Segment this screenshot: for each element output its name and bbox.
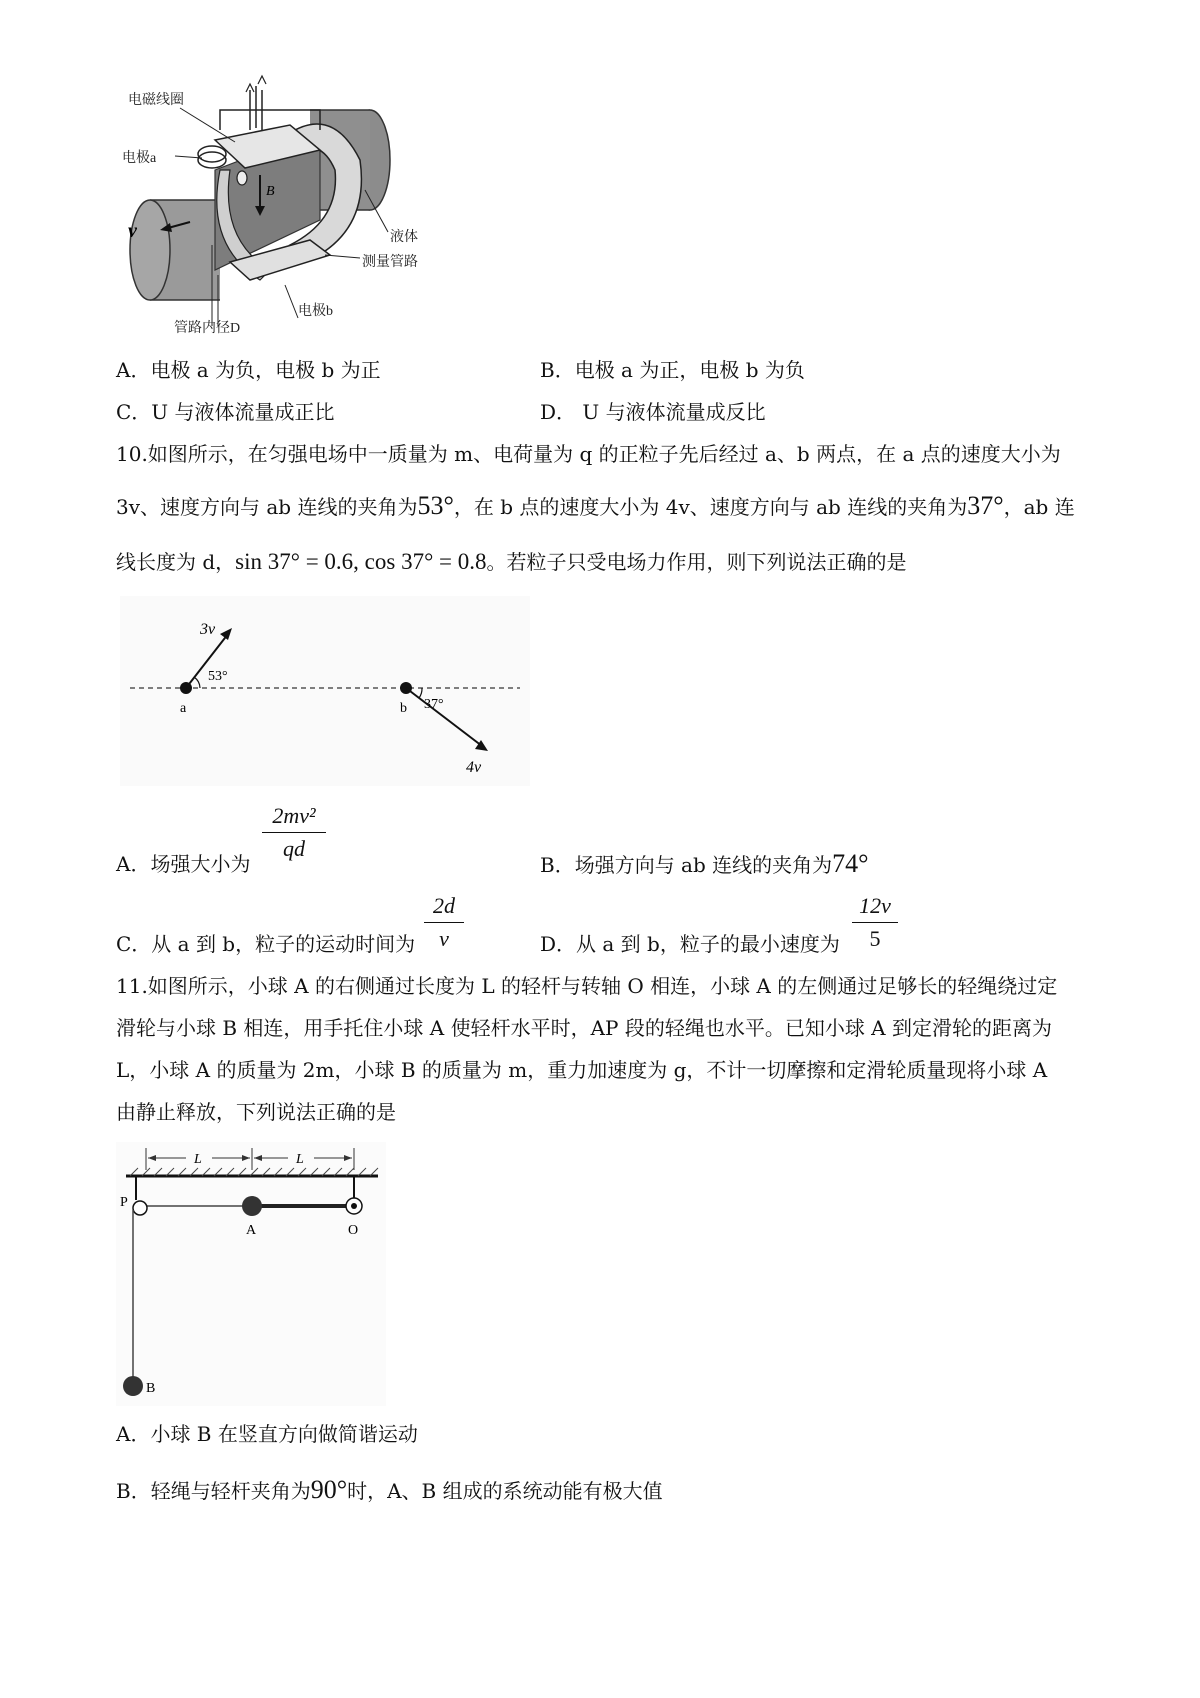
fraction-numerator: 2d [433,893,455,918]
label-point-b: b [400,701,407,716]
q11-stem-line3: L，小球 A 的质量为 2m，小球 B 的质量为 m，重力加速度为 g，不计一切摩擦和定滑轮质量现将小球 A [116,1058,1048,1082]
q9-option-c: C．U 与液体流量成正比 [116,400,335,424]
q10-stem-line1: 10.如图所示，在匀强电场中一质量为 m、电荷量为 q 的正粒子先后经过 a、b 两点，在 a 点的速度大小为 [116,442,1061,466]
label-angle-37: 37° [424,697,444,712]
label-electrode-a: 电极a [122,151,157,166]
q11-option-b: B．轻绳与轻杆夹角为90°时，A、B 组成的系统动能有极大值 [116,1475,663,1504]
flowmeter-figure [120,70,440,342]
label-4v: 4v [466,759,482,776]
label-B: B [146,1381,156,1396]
q9-option-a: A．电极 a 为负，电极 b 为正 [116,358,381,382]
label-angle-53: 53° [208,669,228,684]
q11-option-a: A．小球 B 在竖直方向做简谐运动 [116,1422,418,1446]
pulley-P [133,1201,147,1215]
fraction-denominator: v [439,926,449,951]
q10-option-c: C．从 a 到 b，粒子的运动时间为 [116,932,416,956]
q10-stem-line3: 线长度为 d，sin 37° = 0.6, cos 37° = 0.8。若粒子只受电场力作用，则下列说法正确的是 [116,549,907,574]
q9-option-d: D． U 与液体流量成反比 [540,400,766,424]
q10-option-a: A．场强大小为 [116,852,251,876]
label-B: B [266,184,275,199]
ball-B [123,1376,143,1396]
fraction-numerator: 12v [859,893,891,918]
label-O: O [348,1223,359,1238]
label-liquid: 液体 [390,230,418,245]
q10-option-d-fraction [852,890,898,955]
label-inner-diameter: 管路内径D [174,321,241,336]
fraction-denominator: qd [283,836,305,861]
label-L-right: L [296,1152,304,1167]
label-v: v [128,220,137,242]
label-L-left: L [194,1152,202,1167]
angle-53: 53° [417,491,454,520]
fraction-numerator: 2mv² [272,803,316,828]
label-electrode-b: 电极b [298,304,333,319]
q10-velocity-figure [120,596,530,786]
angle-37: 37° [967,491,1004,520]
q10-option-d: D．从 a 到 b，粒子的最小速度为 [540,932,840,956]
label-A: A [246,1223,257,1238]
fraction-denominator: 5 [869,926,881,951]
ball-A [242,1196,262,1216]
q11-stem-line4: 由静止释放，下列说法正确的是 [116,1100,396,1124]
q11-pulley-figure [116,1142,386,1406]
angle-74: 74° [832,849,869,878]
label-pipe: 测量管路 [362,255,418,270]
q10-option-b: B．场强方向与 ab 连线的夹角为74° [540,849,869,878]
q10-stem-line2: 3v、速度方向与 ab 连线的夹角为53°，在 b 点的速度大小为 4v、速度方向与 ab 连线的夹角为37°，ab 连 [116,491,1075,520]
q11-stem-line1: 11.如图所示，小球 A 的右侧通过长度为 L 的轻杆与转轴 O 相连，小球 A 的左侧通过足够长的轻绳绕过定 [116,974,1058,998]
q10-option-a-fraction [262,800,326,865]
q10-option-c-fraction [424,890,464,955]
label-3v: 3v [200,621,216,638]
label-point-a: a [180,701,187,716]
trig-formula: sin 37° = 0.6, cos 37° = 0.8 [235,549,487,574]
q9-option-b: B．电极 a 为正，电极 b 为负 [540,358,805,382]
angle-90: 90° [310,1475,348,1504]
q11-stem-line2: 滑轮与小球 B 相连，用手托住小球 A 使轻杆水平时，AP 段的轻绳也水平。已知小球 A 到定滑轮的距离为 [116,1016,1052,1040]
label-coil: 电磁线圈 [128,93,184,108]
label-P: P [120,1195,128,1210]
